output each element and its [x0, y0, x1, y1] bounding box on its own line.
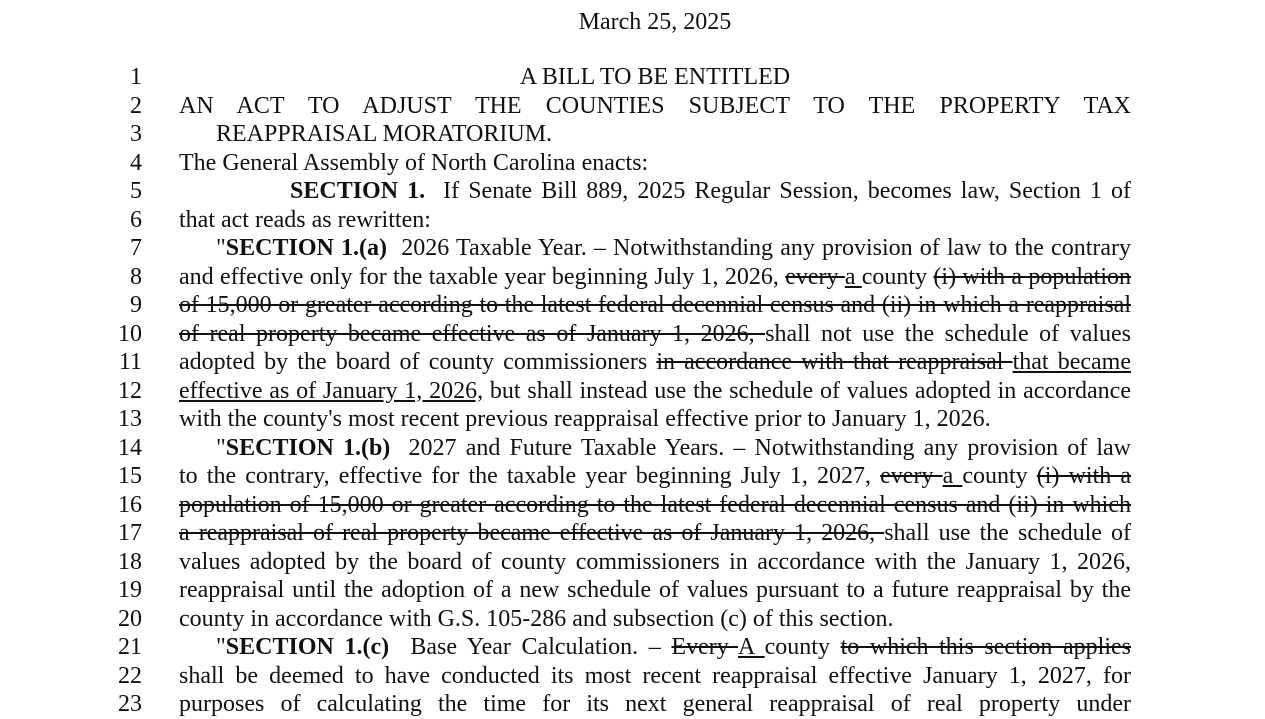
- bill-line: [0, 263, 1265, 292]
- line-number: 6: [130, 206, 142, 233]
- section-heading: SECTION 1.(a): [225, 235, 387, 261]
- text-run: shall be deemed to have conducted its most recent reappraisal effective January 1, 2027, for: [179, 662, 1131, 689]
- section-heading: SECTION 1.(b): [225, 434, 391, 461]
- line-text: [179, 690, 1131, 719]
- deleted-text: every: [785, 263, 845, 290]
- line-text: [179, 320, 1131, 349]
- line-number: 16: [118, 491, 142, 518]
- line-number: 13: [118, 406, 142, 432]
- text-run: 2027 and Future Taxable Years. – Notwithstanding any provision of law: [390, 434, 1131, 461]
- bill-line: [0, 377, 1265, 406]
- line-number: 17: [118, 520, 142, 546]
- text-run: that act reads as rewritten:: [179, 206, 431, 233]
- bill-line: [0, 576, 1265, 605]
- line-number: 19: [118, 577, 142, 603]
- bill-line: [0, 320, 1265, 349]
- deleted-text: (i) with a: [1036, 463, 1131, 489]
- text-run: The General Assembly of North Carolina enacts:: [179, 149, 649, 176]
- bill-line: [0, 177, 1265, 206]
- bill-line: [0, 434, 1265, 463]
- deleted-text: (i) with a population: [933, 263, 1131, 290]
- inserted-text: A: [738, 634, 765, 660]
- text-run: AN ACT TO ADJUST THE COUNTIES SUBJECT TO THE PROPERTY TAX: [179, 92, 1131, 119]
- text-run: If Senate Bill 889, 2025 Regular Session, becomes law, Section 1 of: [425, 178, 1132, 204]
- line-text: [179, 576, 1131, 605]
- line-number: 12: [118, 377, 142, 404]
- text-run: to the contrary, effective for the taxable year beginning July 1, 2027,: [179, 463, 881, 489]
- line-text: [179, 548, 1131, 577]
- line-number: 3: [130, 121, 142, 147]
- line-text: [179, 348, 1131, 377]
- line-text: [179, 234, 1131, 263]
- text-run: ": [216, 434, 226, 461]
- line-number: 18: [118, 548, 142, 575]
- text-run: county: [861, 263, 934, 290]
- line-text: [179, 63, 1131, 92]
- inserted-text: that became: [1012, 349, 1131, 375]
- bill-line: [0, 149, 1265, 178]
- line-number: 7: [130, 235, 142, 261]
- bill-line: [0, 491, 1265, 520]
- bill-line: [0, 234, 1265, 263]
- line-number: 5: [130, 178, 142, 204]
- bill-line: [0, 633, 1265, 662]
- line-number: 8: [130, 263, 142, 290]
- text-run: but shall instead use the schedule of values adopted in accordance: [483, 377, 1131, 404]
- line-text: [179, 92, 1131, 121]
- text-run: ": [216, 634, 226, 660]
- line-text: [179, 149, 1131, 178]
- bill-line: [0, 206, 1265, 235]
- inserted-text: a: [942, 463, 963, 489]
- line-number: 22: [118, 662, 142, 689]
- text-run: REAPPRAISAL MORATORIUM.: [216, 121, 553, 147]
- line-text: [179, 206, 1131, 235]
- bill-line: [0, 605, 1265, 634]
- line-number: 2: [130, 92, 142, 119]
- deleted-text: in accordance with that reappraisal: [656, 349, 1013, 375]
- line-number: 20: [118, 605, 142, 632]
- bill-line: [0, 348, 1265, 377]
- text-run: Base Year Calculation. –: [389, 634, 672, 660]
- line-text: [179, 633, 1131, 662]
- bill-line: [0, 662, 1265, 691]
- line-text: [179, 120, 1131, 149]
- line-number: 9: [130, 292, 142, 318]
- text-run: county: [764, 634, 841, 660]
- deleted-text: population of 15,000 or greater according to the latest federal decennial census and (ii) in which: [179, 491, 1131, 518]
- line-text: [179, 462, 1131, 491]
- inserted-text: effective as of January 1, 2026,: [179, 377, 484, 404]
- line-text: [179, 519, 1131, 548]
- section-heading: SECTION 1.(c): [225, 634, 390, 660]
- text-run: county: [962, 463, 1037, 489]
- deleted-text: of 15,000 or greater according to the latest federal decennial census and (ii) in which a reappraisal: [179, 292, 1131, 318]
- line-number: 21: [118, 634, 142, 660]
- bill-line: [0, 291, 1265, 320]
- bill-line: [0, 120, 1265, 149]
- bill-text-lines: [0, 63, 1265, 719]
- bill-line: [0, 63, 1265, 92]
- line-text: [179, 662, 1131, 691]
- line-text: [179, 491, 1131, 520]
- deleted-text: to which this section applies: [840, 634, 1132, 660]
- line-number: 4: [130, 149, 142, 176]
- line-text: [179, 177, 1131, 206]
- bill-line: [0, 462, 1265, 491]
- line-number: 14: [118, 434, 142, 461]
- text-run: county in accordance with G.S. 105-286 and subsection (c) of this section.: [179, 605, 894, 632]
- line-text: [179, 405, 1131, 434]
- line-number: 10: [118, 320, 142, 347]
- deleted-text: every: [880, 463, 943, 489]
- text-run: ": [216, 235, 226, 261]
- bill-line: [0, 92, 1265, 121]
- deleted-text: a reappraisal of real property became effective as of January 1, 2026,: [179, 520, 885, 546]
- bill-line: [0, 690, 1265, 719]
- line-text: [179, 434, 1131, 463]
- line-number: 23: [118, 691, 142, 717]
- line-text: [179, 377, 1131, 406]
- bill-line: [0, 519, 1265, 548]
- text-run: 2026 Taxable Year. – Notwithstanding any provision of law to the contrary: [386, 235, 1131, 261]
- deleted-text: Every: [671, 634, 739, 660]
- line-text: [179, 263, 1131, 292]
- line-number: 15: [118, 463, 142, 489]
- document-date: March 25, 2025: [578, 9, 732, 35]
- line-text: [179, 605, 1131, 634]
- text-run: A BILL TO BE ENTITLED: [519, 64, 791, 90]
- text-run: with the county's most recent previous reappraisal effective prior to January 1, 2026.: [179, 406, 991, 432]
- section-heading: SECTION 1.: [290, 178, 426, 204]
- inserted-text: a: [844, 263, 862, 290]
- bill-line: [0, 405, 1265, 434]
- text-run: values adopted by the board of county commissioners in accordance with the January 1, 2026,: [179, 548, 1131, 575]
- text-run: purposes of calculating the time for its next general reappraisal of real property under: [179, 691, 1131, 717]
- text-run: and effective only for the taxable year beginning July 1, 2026,: [179, 263, 786, 290]
- deleted-text: of real property became effective as of January 1, 2026,: [179, 320, 766, 347]
- text-run: shall use the schedule of: [884, 520, 1131, 546]
- line-number: 1: [130, 64, 142, 90]
- bill-line: [0, 548, 1265, 577]
- text-run: adopted by the board of county commissioners: [179, 349, 657, 375]
- text-run: reappraisal until the adoption of a new schedule of values pursuant to a future reappraisal by the: [179, 577, 1131, 603]
- line-number: 11: [118, 349, 142, 375]
- line-text: [179, 291, 1131, 320]
- text-run: shall not use the schedule of values: [765, 320, 1132, 347]
